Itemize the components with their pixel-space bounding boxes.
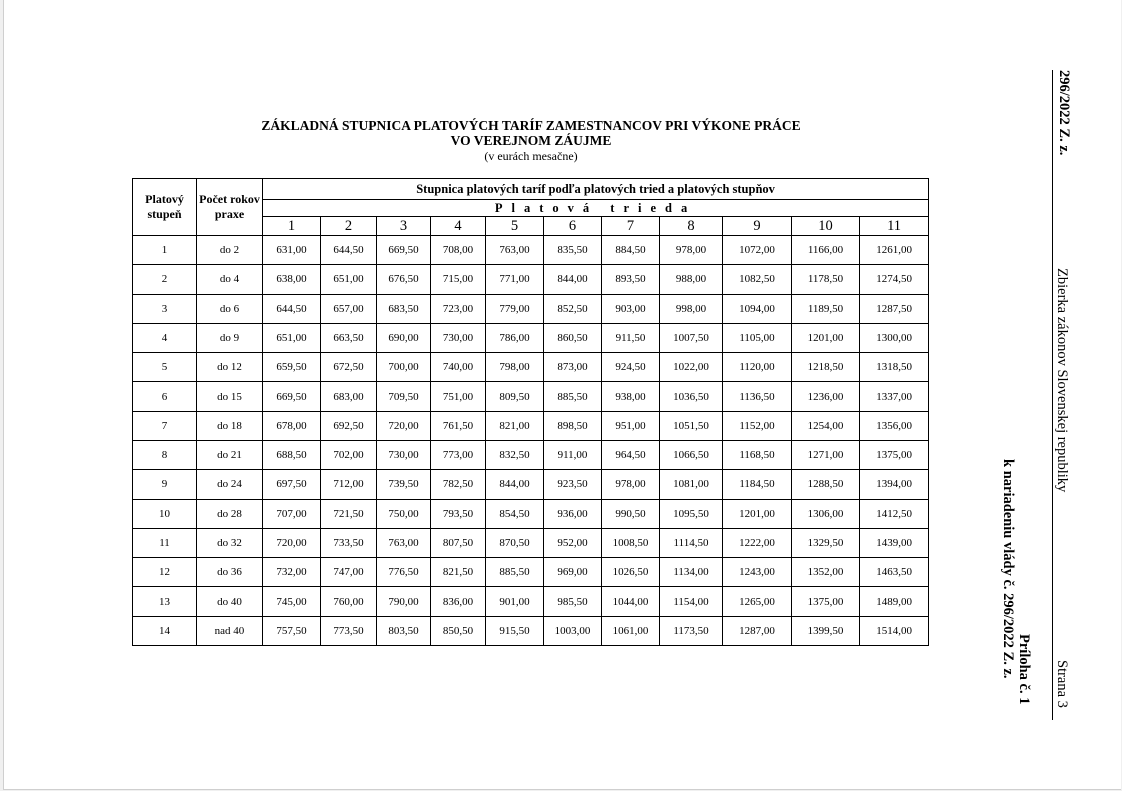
cell-tarif: 1082,50	[723, 265, 792, 294]
cell-tarif: 885,50	[544, 382, 602, 411]
cell-tarif: 1463,50	[860, 558, 929, 587]
cell-tarif: 852,50	[544, 294, 602, 323]
cell-pocet-rokov: do 40	[197, 587, 263, 616]
cell-tarif: 672,50	[321, 353, 377, 382]
cell-pocet-rokov: nad 40	[197, 616, 263, 645]
cell-tarif: 1168,50	[723, 440, 792, 469]
cell-tarif: 1003,00	[544, 616, 602, 645]
cell-pocet-rokov: do 9	[197, 323, 263, 352]
cell-pocet-rokov: do 4	[197, 265, 263, 294]
cell-tarif: 836,00	[431, 587, 486, 616]
cell-tarif: 1394,00	[860, 470, 929, 499]
cell-tarif: 663,50	[321, 323, 377, 352]
title-subtitle: (v eurách mesačne)	[484, 149, 578, 163]
header-class-11: 11	[860, 217, 929, 236]
cell-pocet-rokov: do 15	[197, 382, 263, 411]
cell-platovy-stupen: 4	[133, 323, 197, 352]
cell-tarif: 721,50	[321, 499, 377, 528]
cell-tarif: 1134,00	[660, 558, 723, 587]
cell-tarif: 860,50	[544, 323, 602, 352]
header-pocet-rokov-praxe: Počet rokov praxe	[197, 179, 263, 236]
cell-platovy-stupen: 10	[133, 499, 197, 528]
title-line-1: ZÁKLADNÁ STUPNICA PLATOVÝCH TARÍF ZAMESTNANCOV PRI VÝKONE PRÁCE	[261, 118, 801, 133]
cell-tarif: 700,00	[377, 353, 431, 382]
header-class-10: 10	[792, 217, 860, 236]
cell-tarif: 1184,50	[723, 470, 792, 499]
cell-platovy-stupen: 8	[133, 440, 197, 469]
cell-tarif: 763,00	[377, 528, 431, 557]
cell-tarif: 745,00	[263, 587, 321, 616]
cell-tarif: 1274,50	[860, 265, 929, 294]
cell-platovy-stupen: 13	[133, 587, 197, 616]
cell-platovy-stupen: 12	[133, 558, 197, 587]
cell-tarif: 1306,00	[792, 499, 860, 528]
cell-tarif: 638,00	[263, 265, 321, 294]
cell-tarif: 1081,00	[660, 470, 723, 499]
cell-tarif: 951,00	[602, 411, 660, 440]
header-platovy-stupen: Platový stupeň	[133, 179, 197, 236]
cell-tarif: 978,00	[660, 236, 723, 265]
cell-pocet-rokov: do 2	[197, 236, 263, 265]
cell-tarif: 1399,50	[792, 616, 860, 645]
header-class-5: 5	[486, 217, 544, 236]
table-row	[133, 411, 929, 440]
cell-pocet-rokov: do 21	[197, 440, 263, 469]
cell-tarif: 715,00	[431, 265, 486, 294]
cell-tarif: 692,50	[321, 411, 377, 440]
cell-tarif: 730,00	[377, 440, 431, 469]
cell-tarif: 1008,50	[602, 528, 660, 557]
cell-pocet-rokov: do 6	[197, 294, 263, 323]
cell-tarif: 1439,00	[860, 528, 929, 557]
cell-tarif: 850,50	[431, 616, 486, 645]
table-row	[133, 440, 929, 469]
table-row	[133, 294, 929, 323]
cell-tarif: 1173,50	[660, 616, 723, 645]
cell-tarif: 757,50	[263, 616, 321, 645]
cell-tarif: 708,00	[431, 236, 486, 265]
cell-tarif: 651,00	[263, 323, 321, 352]
cell-tarif: 773,50	[321, 616, 377, 645]
cell-tarif: 964,50	[602, 440, 660, 469]
cell-tarif: 763,00	[486, 236, 544, 265]
cell-tarif: 740,00	[431, 353, 486, 382]
cell-tarif: 1044,00	[602, 587, 660, 616]
cell-tarif: 1375,00	[860, 440, 929, 469]
header-platova-trieda: Platová trieda	[263, 200, 929, 217]
cell-pocet-rokov: do 18	[197, 411, 263, 440]
cell-tarif: 690,00	[377, 323, 431, 352]
cell-tarif: 644,50	[263, 294, 321, 323]
cell-tarif: 1120,00	[723, 353, 792, 382]
cell-tarif: 1265,00	[723, 587, 792, 616]
cell-tarif: 1375,00	[792, 587, 860, 616]
cell-tarif: 844,00	[544, 265, 602, 294]
cell-tarif: 1007,50	[660, 323, 723, 352]
cell-tarif: 1061,00	[602, 616, 660, 645]
cell-tarif: 1105,00	[723, 323, 792, 352]
cell-tarif: 786,00	[486, 323, 544, 352]
cell-tarif: 903,00	[602, 294, 660, 323]
gazette-number: 296/2022 Z. z.	[1056, 70, 1072, 156]
cell-pocet-rokov: do 32	[197, 528, 263, 557]
cell-tarif: 1114,50	[660, 528, 723, 557]
cell-tarif: 793,50	[431, 499, 486, 528]
cell-tarif: 773,00	[431, 440, 486, 469]
cell-tarif: 854,50	[486, 499, 544, 528]
cell-tarif: 969,00	[544, 558, 602, 587]
cell-tarif: 1201,00	[792, 323, 860, 352]
cell-tarif: 924,50	[602, 353, 660, 382]
table-row	[133, 587, 929, 616]
cell-tarif: 709,50	[377, 382, 431, 411]
cell-tarif: 988,00	[660, 265, 723, 294]
cell-tarif: 1178,50	[792, 265, 860, 294]
cell-tarif: 1271,00	[792, 440, 860, 469]
cell-tarif: 1152,00	[723, 411, 792, 440]
cell-tarif: 730,00	[431, 323, 486, 352]
cell-tarif: 1189,50	[792, 294, 860, 323]
cell-tarif: 1222,00	[723, 528, 792, 557]
cell-tarif: 688,50	[263, 440, 321, 469]
cell-tarif: 697,50	[263, 470, 321, 499]
cell-tarif: 747,00	[321, 558, 377, 587]
cell-platovy-stupen: 1	[133, 236, 197, 265]
header-class-6: 6	[544, 217, 602, 236]
cell-tarif: 803,50	[377, 616, 431, 645]
cell-tarif: 844,00	[486, 470, 544, 499]
cell-platovy-stupen: 9	[133, 470, 197, 499]
cell-tarif: 998,00	[660, 294, 723, 323]
cell-tarif: 809,50	[486, 382, 544, 411]
cell-tarif: 1337,00	[860, 382, 929, 411]
cell-tarif: 732,00	[263, 558, 321, 587]
cell-tarif: 1514,00	[860, 616, 929, 645]
cell-tarif: 885,50	[486, 558, 544, 587]
cell-tarif: 761,50	[431, 411, 486, 440]
cell-platovy-stupen: 7	[133, 411, 197, 440]
header-class-3: 3	[377, 217, 431, 236]
cell-tarif: 776,50	[377, 558, 431, 587]
table-row	[133, 528, 929, 557]
table-row	[133, 558, 929, 587]
margin-divider	[1052, 70, 1053, 720]
table-row	[133, 499, 929, 528]
cell-tarif: 1329,50	[792, 528, 860, 557]
cell-tarif: 911,50	[602, 323, 660, 352]
cell-tarif: 978,00	[602, 470, 660, 499]
cell-tarif: 631,00	[263, 236, 321, 265]
cell-tarif: 1026,50	[602, 558, 660, 587]
cell-tarif: 1300,00	[860, 323, 929, 352]
cell-platovy-stupen: 2	[133, 265, 197, 294]
cell-tarif: 760,00	[321, 587, 377, 616]
cell-tarif: 1287,50	[860, 294, 929, 323]
table-row	[133, 236, 929, 265]
cell-tarif: 1094,00	[723, 294, 792, 323]
cell-tarif: 1318,50	[860, 353, 929, 382]
cell-tarif: 678,00	[263, 411, 321, 440]
cell-tarif: 1489,00	[860, 587, 929, 616]
cell-tarif: 870,50	[486, 528, 544, 557]
page-number: Strana 3	[1054, 660, 1070, 708]
cell-platovy-stupen: 5	[133, 353, 197, 382]
cell-tarif: 723,00	[431, 294, 486, 323]
cell-tarif: 893,50	[602, 265, 660, 294]
cell-tarif: 1066,50	[660, 440, 723, 469]
table-row	[133, 265, 929, 294]
cell-tarif: 821,50	[431, 558, 486, 587]
cell-tarif: 739,50	[377, 470, 431, 499]
cell-tarif: 1022,00	[660, 353, 723, 382]
cell-tarif: 1236,00	[792, 382, 860, 411]
cell-tarif: 938,00	[602, 382, 660, 411]
cell-tarif: 676,50	[377, 265, 431, 294]
cell-tarif: 1136,50	[723, 382, 792, 411]
cell-tarif: 683,00	[321, 382, 377, 411]
cell-tarif: 911,00	[544, 440, 602, 469]
cell-tarif: 915,50	[486, 616, 544, 645]
cell-tarif: 873,00	[544, 353, 602, 382]
cell-tarif: 1356,00	[860, 411, 929, 440]
cell-tarif: 936,00	[544, 499, 602, 528]
cell-tarif: 1412,50	[860, 499, 929, 528]
cell-tarif: 669,50	[263, 382, 321, 411]
cell-pocet-rokov: do 36	[197, 558, 263, 587]
cell-tarif: 1154,00	[660, 587, 723, 616]
cell-tarif: 1352,00	[792, 558, 860, 587]
cell-tarif: 790,00	[377, 587, 431, 616]
cell-tarif: 1072,00	[723, 236, 792, 265]
cell-tarif: 751,00	[431, 382, 486, 411]
table-row	[133, 353, 929, 382]
cell-tarif: 651,00	[321, 265, 377, 294]
cell-tarif: 657,00	[321, 294, 377, 323]
cell-tarif: 1166,00	[792, 236, 860, 265]
header-class-9: 9	[723, 217, 792, 236]
cell-tarif: 1254,00	[792, 411, 860, 440]
header-stupnica: Stupnica platových taríf podľa platových tried a platových stupňov	[263, 179, 929, 200]
cell-tarif: 720,00	[377, 411, 431, 440]
cell-tarif: 1095,50	[660, 499, 723, 528]
cell-tarif: 1051,50	[660, 411, 723, 440]
tariff-table	[132, 178, 929, 646]
header-class-7: 7	[602, 217, 660, 236]
cell-tarif: 898,50	[544, 411, 602, 440]
cell-tarif: 1288,50	[792, 470, 860, 499]
cell-tarif: 782,50	[431, 470, 486, 499]
header-class-2: 2	[321, 217, 377, 236]
cell-tarif: 750,00	[377, 499, 431, 528]
cell-tarif: 702,00	[321, 440, 377, 469]
header-class-8: 8	[660, 217, 723, 236]
cell-tarif: 1201,00	[723, 499, 792, 528]
cell-tarif: 923,50	[544, 470, 602, 499]
cell-tarif: 733,50	[321, 528, 377, 557]
cell-tarif: 1261,00	[860, 236, 929, 265]
table-row	[133, 470, 929, 499]
cell-tarif: 1243,00	[723, 558, 792, 587]
cell-pocet-rokov: do 12	[197, 353, 263, 382]
table-row	[133, 323, 929, 352]
cell-platovy-stupen: 11	[133, 528, 197, 557]
cell-tarif: 884,50	[602, 236, 660, 265]
cell-tarif: 720,00	[263, 528, 321, 557]
header-class-4: 4	[431, 217, 486, 236]
cell-tarif: 1218,50	[792, 353, 860, 382]
cell-tarif: 644,50	[321, 236, 377, 265]
cell-pocet-rokov: do 24	[197, 470, 263, 499]
cell-tarif: 821,00	[486, 411, 544, 440]
cell-tarif: 779,00	[486, 294, 544, 323]
annex-reference: k nariadeniu vlády č. 296/2022 Z. z.	[1000, 459, 1016, 679]
cell-tarif: 807,50	[431, 528, 486, 557]
cell-platovy-stupen: 14	[133, 616, 197, 645]
cell-tarif: 832,50	[486, 440, 544, 469]
cell-tarif: 985,50	[544, 587, 602, 616]
cell-tarif: 707,00	[263, 499, 321, 528]
cell-pocet-rokov: do 28	[197, 499, 263, 528]
cell-tarif: 835,50	[544, 236, 602, 265]
cell-tarif: 952,00	[544, 528, 602, 557]
cell-tarif: 771,00	[486, 265, 544, 294]
cell-tarif: 683,50	[377, 294, 431, 323]
collection-name: Zbierka zákonov Slovenskej republiky	[1054, 268, 1070, 493]
cell-tarif: 669,50	[377, 236, 431, 265]
cell-platovy-stupen: 3	[133, 294, 197, 323]
cell-platovy-stupen: 6	[133, 382, 197, 411]
cell-tarif: 1036,50	[660, 382, 723, 411]
title-line-2: VO VEREJNOM ZÁUJME	[450, 133, 612, 148]
cell-tarif: 659,50	[263, 353, 321, 382]
cell-tarif: 1287,00	[723, 616, 792, 645]
table-row	[133, 382, 929, 411]
cell-tarif: 990,50	[602, 499, 660, 528]
cell-tarif: 798,00	[486, 353, 544, 382]
document-page	[3, 0, 1121, 790]
header-class-1: 1	[263, 217, 321, 236]
table-row	[133, 616, 929, 645]
cell-tarif: 901,00	[486, 587, 544, 616]
annex-label: Príloha č. 1	[1016, 634, 1032, 705]
cell-tarif: 712,00	[321, 470, 377, 499]
